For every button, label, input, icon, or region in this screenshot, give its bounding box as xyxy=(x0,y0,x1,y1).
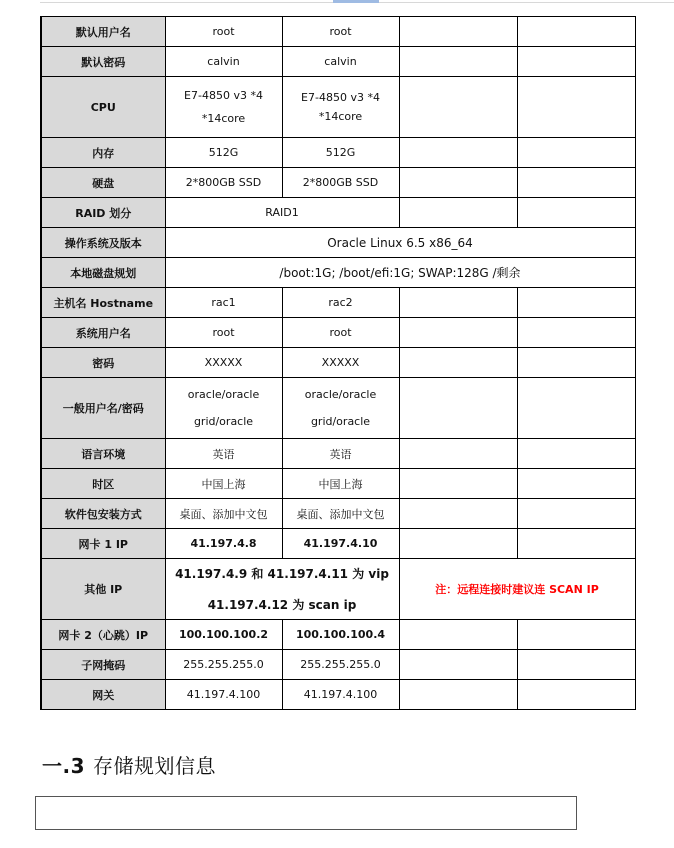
table-row xyxy=(41,77,635,138)
empty-cell xyxy=(399,620,517,650)
row-label: 本地磁盘规划 xyxy=(41,258,165,288)
row-label: 语言环境 xyxy=(41,439,165,469)
empty-cell xyxy=(517,77,635,138)
section-heading xyxy=(42,750,216,779)
table-row xyxy=(41,138,635,168)
node1-cell: rac1 xyxy=(165,288,282,318)
other-ip-cell xyxy=(165,559,399,620)
node2-cell: 英语 xyxy=(282,439,399,469)
table-row xyxy=(41,47,635,77)
table-row xyxy=(41,559,635,620)
server-spec-table xyxy=(40,16,636,710)
node1-cell: root xyxy=(165,318,282,348)
node2-cell: 41.197.4.10 xyxy=(282,529,399,559)
empty-cell xyxy=(399,168,517,198)
node1-cell: 桌面、添加中文包 xyxy=(165,499,282,529)
empty-cell xyxy=(399,529,517,559)
empty-cell xyxy=(517,680,635,710)
storage-table-start xyxy=(35,796,577,830)
empty-cell xyxy=(517,198,635,228)
node1-cell: root xyxy=(165,17,282,47)
empty-cell xyxy=(399,439,517,469)
table-row xyxy=(41,348,635,378)
table-row xyxy=(41,439,635,469)
empty-cell xyxy=(517,439,635,469)
empty-cell xyxy=(399,77,517,138)
top-scroll-marker xyxy=(333,0,379,3)
empty-cell xyxy=(399,288,517,318)
scan-ip-line: 41.197.4.12 为 scan ip xyxy=(207,598,357,612)
node1-cell: calvin xyxy=(165,47,282,77)
node2-cell: 41.197.4.100 xyxy=(282,680,399,710)
user-grid: grid/oracle xyxy=(310,415,371,428)
table-row xyxy=(41,620,635,650)
cpu-model: E7-4850 v3 *4 xyxy=(184,89,263,102)
table-row xyxy=(41,378,635,439)
empty-cell xyxy=(517,318,635,348)
row-label: 操作系统及版本 xyxy=(41,228,165,258)
cpu-cores: *14core xyxy=(318,110,363,123)
row-label: 硬盘 xyxy=(41,168,165,198)
table-row xyxy=(41,529,635,559)
node1-cell: XXXXX xyxy=(165,348,282,378)
empty-cell xyxy=(517,378,635,439)
node2-cell: root xyxy=(282,318,399,348)
row-label: 默认密码 xyxy=(41,47,165,77)
empty-cell xyxy=(399,198,517,228)
node2-cell: 2*800GB SSD xyxy=(282,168,399,198)
cpu-cores: *14core xyxy=(201,112,246,125)
table-row xyxy=(41,318,635,348)
row-label: 网关 xyxy=(41,680,165,710)
node1-cell xyxy=(165,77,282,138)
row-label: 时区 xyxy=(41,469,165,499)
table-row xyxy=(41,499,635,529)
node1-cell: 41.197.4.100 xyxy=(165,680,282,710)
node2-cell: rac2 xyxy=(282,288,399,318)
node1-cell: 2*800GB SSD xyxy=(165,168,282,198)
row-label: 密码 xyxy=(41,348,165,378)
node2-cell: calvin xyxy=(282,47,399,77)
row-label: 内存 xyxy=(41,138,165,168)
section-title: 存储规划信息 xyxy=(93,754,217,778)
node1-cell: 255.255.255.0 xyxy=(165,650,282,680)
empty-cell xyxy=(399,138,517,168)
empty-cell xyxy=(399,47,517,77)
user-grid: grid/oracle xyxy=(193,415,254,428)
user-oracle: oracle/oracle xyxy=(304,388,377,401)
row-label: CPU xyxy=(41,77,165,138)
node1-cell: 41.197.4.8 xyxy=(165,529,282,559)
row-label: 主机名 Hostname xyxy=(41,288,165,318)
empty-cell xyxy=(399,17,517,47)
node2-cell: 512G xyxy=(282,138,399,168)
node2-cell: 255.255.255.0 xyxy=(282,650,399,680)
node1-cell: 512G xyxy=(165,138,282,168)
disk-plan-cell: /boot:1G; /boot/efi:1G; SWAP:128G /剩余 xyxy=(165,258,635,288)
empty-cell xyxy=(399,499,517,529)
scan-ip-note: 注：远程连接时建议连 SCAN IP xyxy=(399,559,635,620)
empty-cell xyxy=(517,499,635,529)
node2-cell: XXXXX xyxy=(282,348,399,378)
empty-cell xyxy=(399,650,517,680)
empty-cell xyxy=(517,288,635,318)
row-label: 网卡 2（心跳）IP xyxy=(41,620,165,650)
table-row xyxy=(41,228,635,258)
user-oracle: oracle/oracle xyxy=(187,388,260,401)
node1-cell xyxy=(165,378,282,439)
table-row xyxy=(41,17,635,47)
empty-cell xyxy=(517,47,635,77)
empty-cell xyxy=(517,650,635,680)
node2-cell xyxy=(282,77,399,138)
table-row xyxy=(41,469,635,499)
table-row xyxy=(41,680,635,710)
table-row xyxy=(41,650,635,680)
empty-cell xyxy=(399,378,517,439)
vip-line: 41.197.4.9 和 41.197.4.11 为 vip xyxy=(175,567,389,581)
page-top-edge xyxy=(0,0,674,4)
node1-cell: 100.100.100.2 xyxy=(165,620,282,650)
raid-cell: RAID1 xyxy=(165,198,399,228)
node2-cell: 中国上海 xyxy=(282,469,399,499)
row-label: 子网掩码 xyxy=(41,650,165,680)
empty-cell xyxy=(517,168,635,198)
node1-cell: 英语 xyxy=(165,439,282,469)
cpu-model: E7-4850 v3 *4 xyxy=(301,91,380,104)
row-label: 其他 IP xyxy=(41,559,165,620)
table-row xyxy=(41,258,635,288)
row-label: 一般用户名/密码 xyxy=(41,378,165,439)
table-row xyxy=(41,288,635,318)
empty-cell xyxy=(517,17,635,47)
empty-cell xyxy=(517,469,635,499)
empty-cell xyxy=(399,318,517,348)
section-number: 一.3 xyxy=(42,754,86,778)
table-row xyxy=(41,168,635,198)
row-label: RAID 划分 xyxy=(41,198,165,228)
os-version-cell: Oracle Linux 6.5 x86_64 xyxy=(165,228,635,258)
node2-cell: 桌面、添加中文包 xyxy=(282,499,399,529)
node1-cell: 中国上海 xyxy=(165,469,282,499)
row-label: 系统用户名 xyxy=(41,318,165,348)
row-label: 网卡 1 IP xyxy=(41,529,165,559)
empty-cell xyxy=(399,680,517,710)
row-label: 默认用户名 xyxy=(41,17,165,47)
node2-cell: 100.100.100.4 xyxy=(282,620,399,650)
empty-cell xyxy=(517,620,635,650)
empty-cell xyxy=(517,138,635,168)
empty-cell xyxy=(517,348,635,378)
empty-cell xyxy=(399,469,517,499)
empty-cell xyxy=(399,348,517,378)
node2-cell xyxy=(282,378,399,439)
empty-cell xyxy=(517,529,635,559)
node2-cell: root xyxy=(282,17,399,47)
table-row xyxy=(41,198,635,228)
row-label: 软件包安装方式 xyxy=(41,499,165,529)
